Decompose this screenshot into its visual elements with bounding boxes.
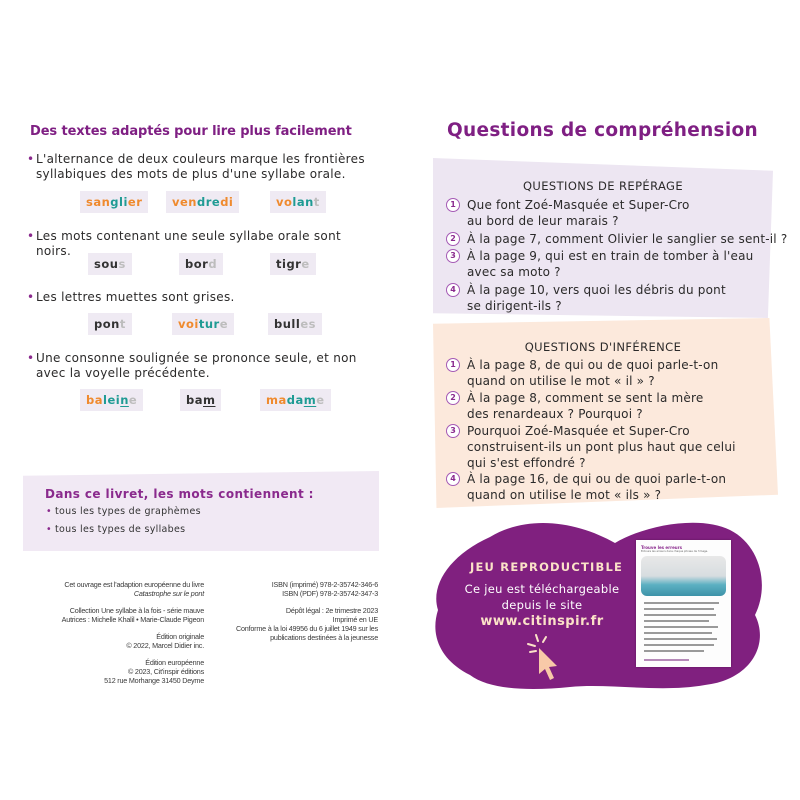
game-sheet-thumbnail[interactable]: Trouve les erreurs Entoure les erreurs dans chaque phrase de l'image. <box>636 540 731 667</box>
number-circle-icon: 3 <box>446 249 460 263</box>
bullet-underlined-consonant: • Une consonne soulignée se prononce seule, et non avec la voyelle précédente. <box>27 351 357 380</box>
example-word-bord: bord <box>179 253 223 275</box>
example-word-baleine: baleine <box>80 389 143 411</box>
bullet-dot-icon: • <box>27 152 35 166</box>
bullet-dot-icon: • <box>46 524 52 535</box>
example-row-1 <box>0 191 400 215</box>
page-title: Questions de compréhension <box>447 120 758 141</box>
game-title: JEU REPRODUCTIBLE <box>470 560 624 574</box>
bullet-dot-icon: • <box>27 290 35 304</box>
example-word-pont: pont <box>88 313 132 335</box>
inference-header: QUESTIONS D'INFÉRENCE <box>524 340 682 354</box>
colophon-right: ISBN (imprimé) 978-2-35742-346-6 ISBN (PDF) 978-2-35742-347-3 Dépôt légal : 2e trimestre 2023 Imprimé en UE Conforme à la loi 49956 du 6 juillet 1949 sur les publications destinées à la jeunesse <box>235 580 378 642</box>
number-circle-icon: 4 <box>446 472 460 486</box>
bullet-silent-letters: • Les lettres muettes sont grises. <box>27 290 235 304</box>
bullet-dot-icon: • <box>27 229 35 243</box>
bullet-dot-icon: • <box>27 351 35 365</box>
colophon-left: Cet ouvrage est l'adaption européenne du livre Catastrophe sur le pont Collection Une syllabe à la fois - série mauve Autrices : Michelle Khalil • Marie-Claude Pigeon Édition originale © 2022, Marcel Didier inc. Édition européenne © 2023, Cit'inspir éditions 512 rue Morhange 31450 Deyme <box>61 580 204 685</box>
sheet-illustration <box>641 556 726 596</box>
info-item-syllables: • tous les types de syllabes <box>46 524 186 535</box>
example-word-sanglier: sanglier <box>80 191 148 213</box>
example-word-sous: sous <box>88 253 132 275</box>
game-text-line-2: depuis le site <box>501 598 583 612</box>
game-text-line-1: Ce jeu est téléchargeable <box>464 582 620 596</box>
bullet-single-syllable: • Les mots contenant une seule syllabe orale sont noirs. <box>27 229 341 258</box>
info-box-title: Dans ce livret, les mots contiennent : <box>45 487 314 501</box>
example-word-madame: madame <box>260 389 331 411</box>
example-word-volant: volant <box>270 191 326 213</box>
reperage-header: QUESTIONS DE REPÉRAGE <box>522 179 684 193</box>
left-heading: Des textes adaptés pour lire plus facilement <box>30 124 352 139</box>
example-word-bam: bam <box>180 389 221 411</box>
example-word-voiture: voiture <box>172 313 234 335</box>
example-row-4 <box>0 389 400 413</box>
number-circle-icon: 4 <box>446 283 460 297</box>
number-circle-icon: 1 <box>446 358 460 372</box>
example-row-3 <box>0 313 400 337</box>
example-row-2 <box>0 253 400 277</box>
example-word-tigre: tigre <box>270 253 316 275</box>
number-circle-icon: 1 <box>446 198 460 212</box>
info-item-graphemes: • tous les types de graphèmes <box>46 506 201 517</box>
number-circle-icon: 2 <box>446 232 460 246</box>
website-link[interactable]: www.citinspir.fr <box>480 614 604 629</box>
number-circle-icon: 2 <box>446 391 460 405</box>
bullet-dot-icon: • <box>46 506 52 517</box>
click-cursor-icon <box>524 634 564 684</box>
bullet-syllable-colors: • L'alternance de deux couleurs marque les frontières syllabiques des mots de plus d'une syllabe orale. <box>27 152 365 181</box>
number-circle-icon: 3 <box>446 424 460 438</box>
example-word-vendredi: vendredi <box>166 191 239 213</box>
example-word-bulles: bulles <box>268 313 322 335</box>
